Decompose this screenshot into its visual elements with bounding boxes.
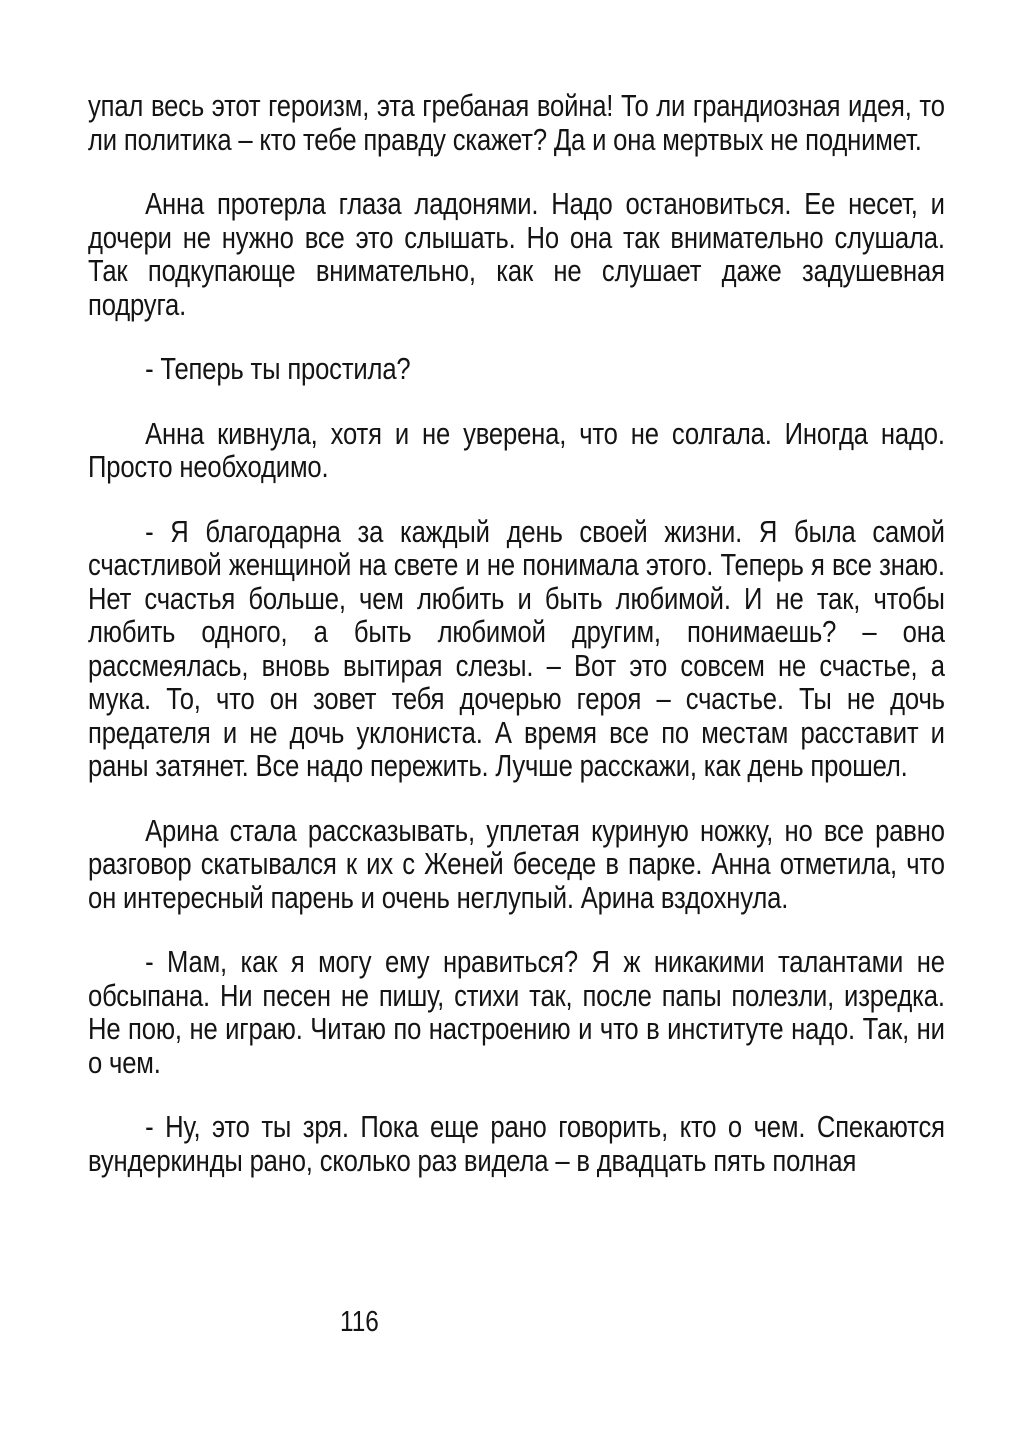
paragraph: Анна кивнула, хотя и не уверена, что не солгала. Иногда надо. Просто необходимо. — [88, 416, 945, 484]
text-block — [88, 90, 945, 1178]
paragraph: - Теперь ты простила? — [145, 352, 411, 386]
paragraph: упал весь этот героизм, эта гребаная война! То ли грандиозная идея, то ли политика – кто тебе правду скажет? Да и она мертвых не поднимет. — [88, 89, 945, 157]
paragraph: Арина стала рассказывать, уплетая куриную ножку, но все равно разговор скатывался к их с Женей беседе в парке. Анна отметила, что он интересный парень и очень неглупый. Арина вздохнула. — [88, 813, 945, 915]
paragraph: - Я благодарна за каждый день своей жизни. Я была самой счастливой женщиной на свете и не понимала этого. Теперь я все знаю. Нет счастья больше, чем любить и быть любимой. И не так, чтобы любить одного, а быть любимой другим, понимаешь? – она рассмеялась, вновь вытирая слезы. – Вот это совсем не счастье, а мука. То, что он зовет тебя дочерью героя – счастье. Ты не дочь предателя и не дочь уклониста. А время все по местам расставит и раны затянет. Все надо пережить. Лучше расскажи, как день прошел. — [88, 514, 945, 783]
paragraph: - Ну, это ты зря. Пока еще рано говорить, кто о чем. Спекаются вундеркинды рано, сколько раз видела – в двадцать пять полная — [88, 1110, 945, 1178]
page-number: 116 — [340, 1306, 379, 1338]
paragraph: Анна протерла глаза ладонями. Надо остановиться. Ее несет, и дочери не нужно все это слышать. Но она так внимательно слушала. Так подкупающе внимательно, как не слушает даже задушевная подруга. — [88, 187, 945, 322]
paragraph: - Мам, как я могу ему нравиться? Я ж никакими талантами не обсыпана. Ни песен не пишу, стихи так, после папы полезли, изредка. Не пою, не играю. Читаю по настроению и что в институте надо. Так, ни о чем. — [88, 945, 945, 1080]
